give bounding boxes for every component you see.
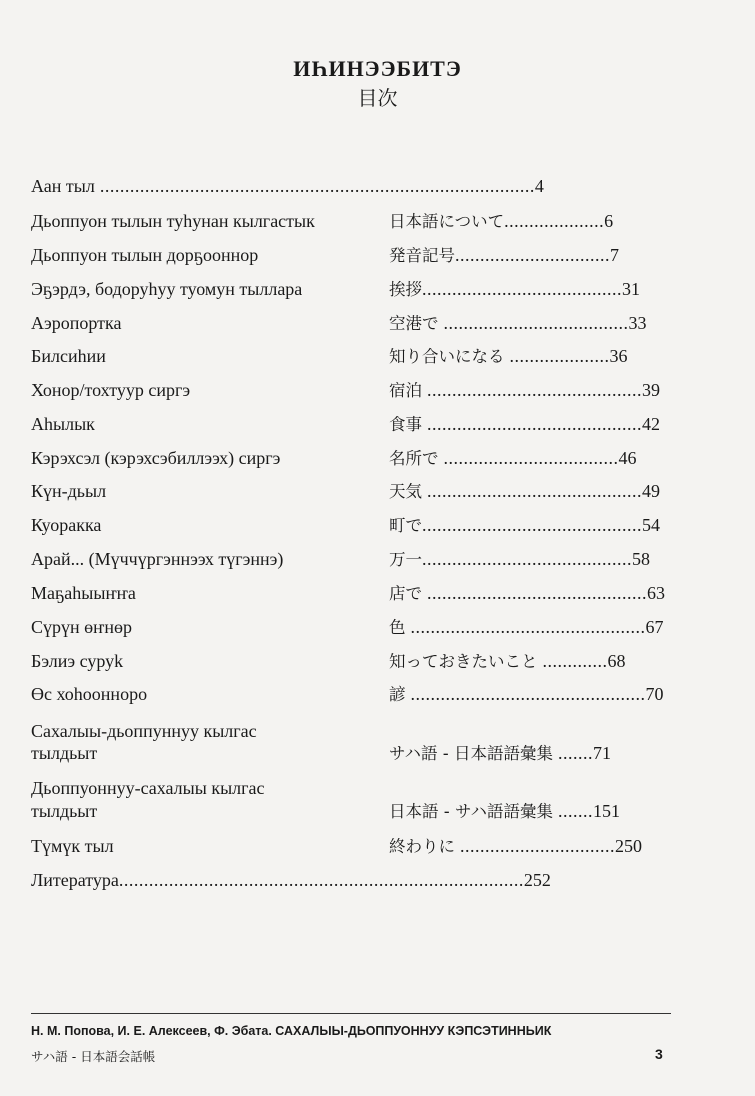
toc-entry-title: Кэрэхсэл (кэрэхсэбиллээх) сиргэ: [31, 448, 281, 468]
toc-entry-jp: [389, 799, 620, 824]
toc-entry-jp: [389, 412, 660, 437]
toc-page-number: 252: [523, 870, 551, 890]
toc-entry-jp-title: 知り合いになる: [389, 347, 505, 366]
toc-entry-jp-title: 店で: [389, 584, 422, 603]
toc-entry-title: Дьоппуон тылын дорҕооннор: [31, 245, 259, 265]
toc-entry-title: Дьоппуоннуу-сахалыы кылгас: [31, 778, 265, 798]
toc-leader-dots: ...........................................: [422, 380, 642, 400]
toc-entry-jp-title: 名所で: [389, 449, 439, 468]
toc-leader-dots: ............................................: [422, 583, 647, 603]
toc-leader-dots: ...........................................: [422, 414, 642, 434]
toc-entry-title: Өс хоһооннорo: [31, 684, 148, 704]
toc-entry-jp-title: 空港で: [389, 314, 439, 333]
toc-entry-title: Аан тыл: [31, 176, 95, 196]
toc-page-number: 54: [642, 515, 660, 535]
toc-leader-dots: ...............................................: [405, 684, 646, 704]
toc-entry-title: Дьоппуон тылын туһунан кылгастык: [31, 211, 315, 231]
toc-entry-jp-title: 食事: [389, 415, 422, 434]
toc-entry-jp: [389, 513, 660, 538]
toc-leader-dots: ............................................: [422, 515, 642, 535]
toc-entry-jp-title: 宿泊: [389, 381, 422, 400]
toc-leader-dots: ....................: [504, 211, 605, 231]
toc-entry-title: Арай... (Мүччүргэннээх түгэннэ): [31, 549, 284, 569]
toc-page-number: 39: [642, 380, 660, 400]
toc-entry-line: [31, 868, 551, 892]
toc-entry-jp: [389, 547, 650, 572]
toc-entry-title: Күн-дьыл: [31, 481, 107, 501]
toc-entry-jp: [389, 479, 660, 504]
toc-page-number: 4: [534, 176, 544, 196]
toc-page-number: 67: [645, 617, 664, 637]
toc-entry-jp-title: 町で: [389, 516, 422, 535]
toc-page-number: 250: [615, 836, 642, 856]
toc-entry-jp: [389, 243, 619, 268]
toc-entry-title: Аэропортка: [31, 313, 122, 333]
toc-page-number: 31: [622, 279, 640, 299]
toc-entry-jp: [389, 649, 626, 674]
toc-page-number: 6: [604, 211, 614, 231]
toc-leader-dots: ...............................: [455, 245, 610, 265]
toc-leader-dots: ...............................................: [405, 617, 646, 637]
toc-page-number: 63: [647, 583, 665, 603]
page-number: 3: [655, 1046, 663, 1062]
toc-page-number: 46: [618, 448, 637, 468]
toc-entry-jp-title: 天気: [389, 482, 422, 501]
toc-entry-title: тылдьыт: [31, 801, 98, 821]
page-subtitle-jp: 目次: [357, 88, 398, 110]
toc-page-number: 33: [628, 313, 647, 333]
toc-entry-jp-title: 知っておきたいこと: [389, 652, 538, 671]
toc-entry-jp-title: 終わりに: [389, 837, 455, 856]
toc-entry-title: Бэлиэ суруk: [31, 651, 124, 671]
toc-leader-dots: ........................................: [422, 279, 622, 299]
toc-entry-jp: [389, 446, 637, 471]
toc-leader-dots: .......: [552, 743, 593, 763]
toc-entry-jp-title: サハ語 ‐ 日本語語彙集: [389, 744, 553, 763]
toc-entry-jp-title: 諺: [389, 685, 406, 704]
footer-authors-title: Н. М. Попова, И. Е. Алексеев, Ф. Эбата. САХАЛЫЫ-ДЬОППУОННУУ КЭПСЭТИННЬИК: [31, 1024, 552, 1038]
page-title: ИҺИНЭЭБИТЭ: [293, 56, 462, 81]
toc-entry-title: Түмүк тыл: [31, 836, 114, 856]
toc-leader-dots: ...................................: [438, 448, 619, 468]
toc-entry-jp: [389, 581, 665, 606]
toc-entry-jp: [389, 344, 628, 369]
toc-entry-line: [31, 174, 544, 198]
toc-entry-title: Куоракка: [31, 515, 102, 535]
toc-entry-jp: [389, 209, 613, 234]
toc-entry-jp-title: 発音記号: [389, 246, 455, 265]
toc-leader-dots: .................................................................................: [118, 870, 524, 890]
toc-entry-jp-title: 色: [389, 618, 406, 637]
toc-page-number: 70: [645, 684, 664, 704]
toc-page-number: 68: [607, 651, 626, 671]
toc-entry-title: Хонор/тохтуур сиргэ: [31, 380, 191, 400]
toc-entry-jp: [389, 682, 664, 707]
toc-entry-title: Маҕаһыыҥҥа: [31, 583, 136, 603]
toc-entry-title: Аһылык: [31, 414, 95, 434]
toc-page-number: 151: [592, 801, 620, 821]
toc-entry-jp-title: 万一: [389, 550, 422, 569]
toc-entry-jp: [389, 378, 660, 403]
toc-entry-jp: [389, 615, 664, 640]
toc-entry-jp-title: 日本語 ‐ サハ語語彙集: [389, 802, 553, 821]
toc-entry-jp: [389, 834, 642, 859]
toc-page-number: 58: [632, 549, 650, 569]
toc-entry-jp: [389, 277, 640, 302]
toc-entry-title: Сахалыы-дьоппуннуу кылгас: [31, 721, 257, 741]
toc-entry-title: тылдьыт: [31, 743, 98, 763]
toc-leader-dots: ..........................................: [422, 549, 632, 569]
toc-page-number: 7: [610, 245, 619, 265]
toc-entry-title: Эҕэрдэ, бодоруһуу туомун тыллара: [31, 279, 303, 299]
toc-leader-dots: .......................................................................................: [94, 176, 535, 196]
toc-leader-dots: ....................: [504, 346, 610, 366]
toc-entry-title: Билсиһии: [31, 346, 106, 366]
toc-entry-jp: [389, 311, 647, 336]
toc-page-number: 71: [592, 743, 611, 763]
toc-page-number: 42: [642, 414, 660, 434]
toc-leader-dots: .....................................: [438, 313, 629, 333]
toc-leader-dots: .............: [537, 651, 608, 671]
toc-leader-dots: ...........................................: [422, 481, 642, 501]
toc-entry-jp-title: 日本語について: [389, 212, 505, 231]
toc-page-number: 36: [609, 346, 628, 366]
footer-divider: [31, 1013, 671, 1014]
toc-entry-jp-title: 挨拶: [389, 280, 422, 299]
toc-leader-dots: ...............................: [455, 836, 615, 856]
footer-subtitle-jp: サハ語 ‐ 日本語会話帳: [31, 1049, 156, 1064]
toc-leader-dots: .......: [552, 801, 593, 821]
toc-entry-jp: [389, 741, 611, 766]
toc-entry-title: Литература: [31, 870, 119, 890]
toc-page-number: 49: [642, 481, 660, 501]
toc-entry-title: Сүрүн өҥнөр: [31, 617, 132, 637]
